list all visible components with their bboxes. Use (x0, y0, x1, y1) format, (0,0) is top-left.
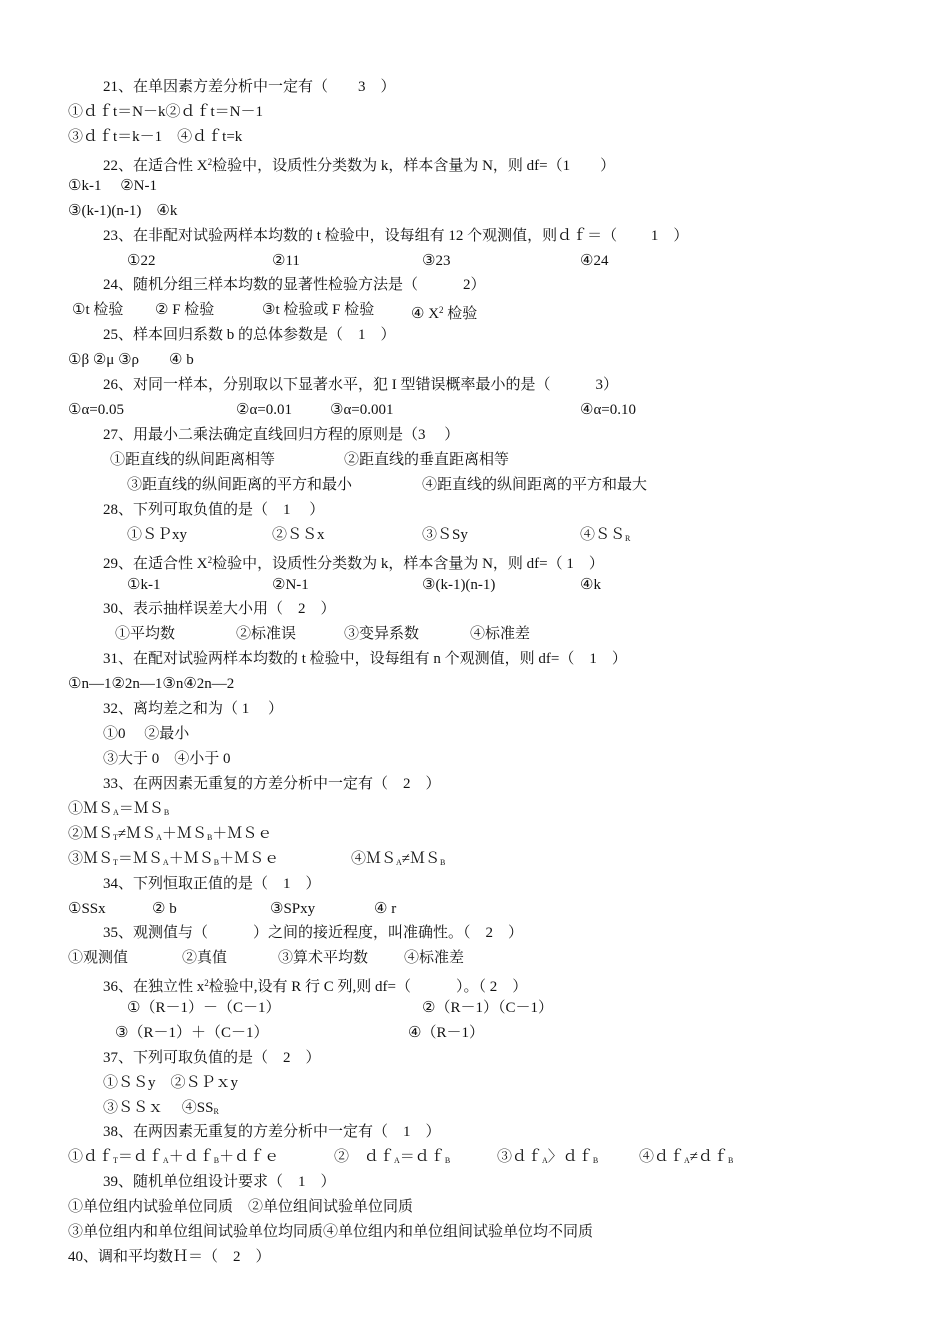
question-26-options: ①α=0.05 ②α=0.01 ③α=0.001 ④α=0.10 (68, 402, 637, 418)
question-25-options: ①β ②μ ③ρ ④ b (68, 352, 194, 368)
question-36-options-row2: ③（R－1）＋（C－1） ④（R－1） (115, 1025, 484, 1041)
question-33-option-1: ①ＭＳ$_A$＝ＭＳ$_B$ (68, 801, 170, 817)
question-30-stem: 30、表示抽样误差大小用（ 2 ） (103, 601, 336, 617)
question-33-option-3-4: ③ＭＳ$_T$＝ＭＳ$_A$＋ＭＳ$_B$＋ＭＳｅ ④ＭＳ$_A$≠ＭＳ$_B$ (68, 851, 446, 867)
question-22-options-row1: ①k-1 ②N-1 (68, 178, 157, 194)
question-31-stem: 31、在配对试验两样本均数的 t 检验中，设每组有 n 个观测值，则 df=（ 1 ） (103, 651, 627, 667)
question-25-stem: 25、样本回归系数 b 的总体参数是（ 1 ） (103, 327, 396, 343)
question-24-options: ①t 检验 ② F 检验 ③t 检验或 F 检验 ④ $X^2$ 检验 (72, 302, 478, 322)
question-28-stem: 28、下列可取负值的是（ 1 ） (103, 502, 325, 518)
question-27-options-row1: ①距直线的纵间距离相等 ②距直线的垂直距离相等 (110, 452, 510, 468)
question-23-options: ①22 ②11 ③23 ④24 (127, 253, 609, 269)
question-30-options: ①平均数 ②标准误 ③变异系数 ④标准差 (115, 626, 531, 642)
question-34-stem: 34、下列恒取正值的是（ 1 ） (103, 876, 321, 892)
question-32-options-row2: ③大于 0 ④小于 0 (103, 751, 231, 767)
question-21-options-row1: ①ｄｆt＝N－k②ｄｆt＝N－1 (68, 104, 264, 120)
question-37-options-row2: ③ＳＳｘ $④SS_R$ (103, 1100, 219, 1116)
question-34-options: ①SSx ② b ③SPxy ④ r (68, 901, 397, 917)
question-32-options-row1: ①0 ②最小 (103, 726, 190, 742)
question-27-stem: 27、用最小二乘法确定直线回归方程的原则是（3 ） (103, 427, 460, 443)
question-29-options: ①k-1 ②N-1 ③(k-1)(n-1) ④k (127, 577, 601, 593)
question-39-options-row1: ①单位组内试验单位同质 ②单位组间试验单位同质 (68, 1199, 414, 1215)
question-31-options: ①n—1②2n—1③n④2n—2 (68, 676, 235, 692)
question-22-options-row2: ③(k-1)(n-1) ④k (68, 203, 178, 219)
question-22-stem: 22、在适合性 $X^2$检验中，设质性分类数为 k，样本含量为 N，则 df=（1 ） (103, 157, 616, 174)
question-28-options: ①ＳＰxy ②ＳＳx ③ＳSy ④ＳＳ$_R$ (127, 527, 631, 543)
question-38-stem: 38、在两因素无重复的方差分析中一定有（ 1 ） (103, 1124, 441, 1140)
question-36-stem: 36、在独立性 $x^2$检验中,设有 R 行 C 列,则 df=（ ）。（ 2 ） (103, 978, 528, 995)
question-32-stem: 32、离均差之和为（ 1 ） (103, 701, 284, 717)
question-38-options: ①ｄｆ$_T$＝ｄｆ$_A$＋ｄｆ$_B$＋ｄｆｅ ② ｄｆ$_A$＝ｄｆ$_B$ ③ｄｆ$_A$〉ｄｆ$_B$ ④ｄｆ$_A$≠ｄｆ$_B$ (68, 1149, 734, 1165)
question-33-option-2: ②ＭＳ$_T$≠ＭＳ$_A$＋ＭＳ$_B$＋ＭＳｅ (68, 826, 273, 842)
question-37-stem: 37、下列可取负值的是（ 2 ） (103, 1050, 321, 1066)
question-21-stem: 21、在单因素方差分析中一定有（ 3 ） (103, 79, 396, 95)
question-35-stem: 35、观测值与（ ）之间的接近程度，叫准确性。（ 2 ） (103, 925, 524, 941)
question-29-stem: 29、在适合性 $X^2$检验中，设质性分类数为 k，样本含量为 N，则 df=（ 1 ） (103, 555, 604, 572)
question-40-stem: 40、调和平均数Ｈ＝（ 2 ） (68, 1249, 271, 1265)
question-37-options-row1: ①ＳＳy ②ＳＰｘy (103, 1075, 239, 1091)
question-24-stem: 24、随机分组三样本均数的显著性检验方法是（ 2） (103, 277, 486, 293)
question-39-options-row2: ③单位组内和单位组间试验单位均同质④单位组内和单位组间试验单位均不同质 (68, 1224, 594, 1240)
question-27-options-row2: ③距直线的纵间距离的平方和最小 ④距直线的纵间距离的平方和最大 (127, 477, 648, 493)
question-26-stem: 26、对同一样本，分别取以下显著水平，犯 I 型错误概率最小的是（ 3） (103, 377, 618, 393)
question-23-stem: 23、在非配对试验两样本均数的 t 检验中，设每组有 12 个观测值，则ｄｆ＝（ 1 ） (103, 228, 689, 244)
question-35-options: ①观测值 ②真值 ③算术平均数 ④标准差 (68, 950, 465, 966)
question-36-options-row1: ①（R－1）－（C－1） ②（R－1）（C－1） (127, 1000, 553, 1016)
question-39-stem: 39、随机单位组设计要求（ 1 ） (103, 1174, 336, 1190)
question-33-stem: 33、在两因素无重复的方差分析中一定有（ 2 ） (103, 776, 441, 792)
question-21-options-row2: ③ｄｆt＝k－1 ④ｄｆt=k (68, 129, 243, 145)
